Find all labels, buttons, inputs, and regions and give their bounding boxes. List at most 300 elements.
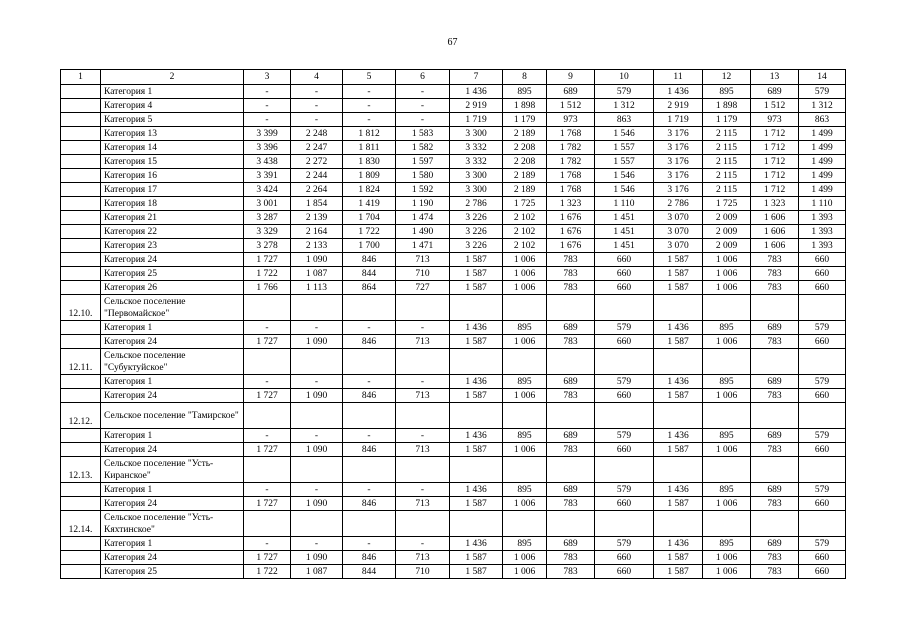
value-cell: 1 471 <box>396 239 450 253</box>
value-cell: 579 <box>799 483 846 497</box>
section-number-cell: 12.12. <box>61 403 101 429</box>
value-cell: 973 <box>547 113 595 127</box>
value-cell: - <box>291 321 343 335</box>
category-name-cell: Категория 23 <box>101 239 244 253</box>
section-number-cell <box>61 267 101 281</box>
value-cell: 660 <box>595 551 654 565</box>
value-cell: 783 <box>547 253 595 267</box>
value-cell: 1 393 <box>799 225 846 239</box>
section-number-cell <box>61 483 101 497</box>
value-cell: 1 587 <box>654 281 703 295</box>
value-cell: 2 164 <box>291 225 343 239</box>
column-header: 9 <box>547 70 595 85</box>
value-cell: 1 830 <box>343 155 396 169</box>
value-cell: 1 557 <box>595 141 654 155</box>
value-cell: 3 300 <box>450 127 503 141</box>
category-name-cell: Категория 24 <box>101 335 244 349</box>
section-number-cell: 12.10. <box>61 295 101 321</box>
value-cell: 713 <box>396 253 450 267</box>
value-cell: 579 <box>595 375 654 389</box>
value-cell: 1 587 <box>654 565 703 579</box>
value-cell: 1 474 <box>396 211 450 225</box>
value-cell: 2 248 <box>291 127 343 141</box>
value-cell: - <box>396 321 450 335</box>
value-cell: 1 006 <box>503 267 547 281</box>
category-name-cell: Категория 1 <box>101 537 244 551</box>
value-cell: 1 436 <box>654 321 703 335</box>
value-cell: 3 300 <box>450 169 503 183</box>
value-cell: 1 719 <box>654 113 703 127</box>
value-cell: - <box>396 99 450 113</box>
value-cell: 689 <box>751 375 799 389</box>
section-number-cell: 12.13. <box>61 457 101 483</box>
value-cell: 1 606 <box>751 225 799 239</box>
column-header: 3 <box>244 70 291 85</box>
value-cell <box>751 457 799 483</box>
column-header: 7 <box>450 70 503 85</box>
value-cell: 1 676 <box>547 239 595 253</box>
value-cell: 1 451 <box>595 211 654 225</box>
value-cell: 660 <box>595 443 654 457</box>
section-number-cell <box>61 155 101 169</box>
value-cell: 1 898 <box>703 99 751 113</box>
value-cell: 1 393 <box>799 211 846 225</box>
value-cell: 783 <box>547 389 595 403</box>
value-cell: 1 587 <box>450 565 503 579</box>
table-row <box>61 267 846 281</box>
value-cell: 1 087 <box>291 267 343 281</box>
section-number-cell <box>61 537 101 551</box>
value-cell: 1 006 <box>703 267 751 281</box>
value-cell: 1 824 <box>343 183 396 197</box>
value-cell: 1 006 <box>503 497 547 511</box>
category-name-cell: Категория 13 <box>101 127 244 141</box>
value-cell: 3 176 <box>654 183 703 197</box>
value-cell: 1 090 <box>291 497 343 511</box>
value-cell <box>244 295 291 321</box>
value-cell <box>343 349 396 375</box>
value-cell: 1 090 <box>291 551 343 565</box>
value-cell: 895 <box>503 321 547 335</box>
column-header: 11 <box>654 70 703 85</box>
value-cell: 1 727 <box>244 389 291 403</box>
category-name-cell: Категория 16 <box>101 169 244 183</box>
value-cell: 783 <box>547 267 595 281</box>
column-header: 14 <box>799 70 846 85</box>
value-cell: 660 <box>799 565 846 579</box>
category-name-cell: Категория 4 <box>101 99 244 113</box>
value-cell: 1 499 <box>799 155 846 169</box>
value-cell: 1 090 <box>291 253 343 267</box>
value-cell: 579 <box>595 429 654 443</box>
table-body <box>61 85 846 579</box>
value-cell: 660 <box>595 253 654 267</box>
value-cell: 1 312 <box>595 99 654 113</box>
value-cell <box>654 457 703 483</box>
value-cell: - <box>291 429 343 443</box>
category-name-cell: Категория 1 <box>101 483 244 497</box>
value-cell: 660 <box>799 335 846 349</box>
settlement-header-row <box>61 403 846 429</box>
settlement-name-cell: Сельское поселение "Усть-Кяхтинское" <box>101 511 244 537</box>
settlement-name-cell: Сельское поселение "Тамирское" <box>101 403 244 429</box>
value-cell <box>343 457 396 483</box>
value-cell: 895 <box>703 321 751 335</box>
value-cell: 3 176 <box>654 141 703 155</box>
value-cell: 2 189 <box>503 169 547 183</box>
value-cell: - <box>291 375 343 389</box>
category-name-cell: Категория 21 <box>101 211 244 225</box>
section-number-cell <box>61 127 101 141</box>
category-name-cell: Категория 14 <box>101 141 244 155</box>
value-cell: 710 <box>396 267 450 281</box>
value-cell <box>703 403 751 429</box>
value-cell: - <box>244 537 291 551</box>
value-cell: - <box>291 113 343 127</box>
value-cell: 3 396 <box>244 141 291 155</box>
section-number-cell <box>61 225 101 239</box>
value-cell: 1 006 <box>503 551 547 565</box>
value-cell: 3 226 <box>450 239 503 253</box>
value-cell: 1 499 <box>799 169 846 183</box>
value-cell <box>751 295 799 321</box>
value-cell: 2 115 <box>703 141 751 155</box>
category-name-cell: Категория 24 <box>101 551 244 565</box>
value-cell: 689 <box>547 375 595 389</box>
value-cell: 1 006 <box>703 443 751 457</box>
column-header: 8 <box>503 70 547 85</box>
value-cell <box>799 349 846 375</box>
value-cell: 783 <box>751 443 799 457</box>
value-cell: 1 782 <box>547 141 595 155</box>
value-cell: 1 006 <box>503 443 547 457</box>
value-cell: 660 <box>595 389 654 403</box>
value-cell: 1 006 <box>703 253 751 267</box>
value-cell: 1 436 <box>654 483 703 497</box>
value-cell: 1 587 <box>654 443 703 457</box>
value-cell: 1 006 <box>703 335 751 349</box>
value-cell: 1 676 <box>547 225 595 239</box>
section-number-cell <box>61 375 101 389</box>
settlement-name-cell: Сельское поселение "Первомайское" <box>101 295 244 321</box>
value-cell: 713 <box>396 551 450 565</box>
value-cell: 783 <box>751 253 799 267</box>
value-cell: 713 <box>396 443 450 457</box>
value-cell <box>654 511 703 537</box>
category-name-cell: Категория 18 <box>101 197 244 211</box>
value-cell: 2 133 <box>291 239 343 253</box>
value-cell: 2 786 <box>450 197 503 211</box>
table-row <box>61 565 846 579</box>
value-cell: 1 712 <box>751 127 799 141</box>
value-cell: 579 <box>799 429 846 443</box>
value-cell: 689 <box>547 321 595 335</box>
value-cell: 1 587 <box>450 281 503 295</box>
value-cell: 1 597 <box>396 155 450 169</box>
value-cell: 1 854 <box>291 197 343 211</box>
settlement-name-cell: Сельское поселение "Субуктуйское" <box>101 349 244 375</box>
value-cell: 1 087 <box>291 565 343 579</box>
value-cell: 1 811 <box>343 141 396 155</box>
value-cell: 783 <box>751 551 799 565</box>
value-cell <box>503 457 547 483</box>
value-cell: 1 436 <box>654 85 703 99</box>
value-cell <box>503 403 547 429</box>
section-number-cell: 12.14. <box>61 511 101 537</box>
table-row <box>61 537 846 551</box>
value-cell: - <box>396 113 450 127</box>
value-cell: - <box>291 85 343 99</box>
value-cell <box>595 349 654 375</box>
value-cell: 1 323 <box>547 197 595 211</box>
value-cell: 1 190 <box>396 197 450 211</box>
value-cell: 1 768 <box>547 127 595 141</box>
value-cell: 1 436 <box>450 85 503 99</box>
value-cell: 2 115 <box>703 169 751 183</box>
value-cell: 2 115 <box>703 155 751 169</box>
value-cell: 1 727 <box>244 253 291 267</box>
page-number: 67 <box>447 37 458 48</box>
value-cell: - <box>396 375 450 389</box>
value-cell: - <box>343 375 396 389</box>
section-number-cell <box>61 281 101 295</box>
value-cell: - <box>396 85 450 99</box>
value-cell: 1 768 <box>547 183 595 197</box>
value-cell <box>450 511 503 537</box>
value-cell: 3 070 <box>654 225 703 239</box>
value-cell <box>396 403 450 429</box>
value-cell <box>751 403 799 429</box>
value-cell <box>503 295 547 321</box>
value-cell: 1 725 <box>503 197 547 211</box>
value-cell: 1 090 <box>291 335 343 349</box>
value-cell: 1 587 <box>450 551 503 565</box>
value-cell: 689 <box>751 429 799 443</box>
settlement-header-row <box>61 511 846 537</box>
value-cell <box>799 403 846 429</box>
table-row <box>61 169 846 183</box>
value-cell: 579 <box>595 537 654 551</box>
value-cell: 783 <box>751 281 799 295</box>
table-row <box>61 335 846 349</box>
section-number-cell <box>61 169 101 183</box>
value-cell: 660 <box>799 389 846 403</box>
value-cell: 1 587 <box>654 497 703 511</box>
value-cell: 1 676 <box>547 211 595 225</box>
section-number-cell <box>61 429 101 443</box>
value-cell: 1 006 <box>703 497 751 511</box>
value-cell: 689 <box>751 483 799 497</box>
table-row <box>61 483 846 497</box>
value-cell: 579 <box>595 85 654 99</box>
value-cell: 3 332 <box>450 155 503 169</box>
column-header: 1 <box>61 70 101 85</box>
value-cell: 660 <box>799 253 846 267</box>
value-cell: 1 436 <box>450 537 503 551</box>
table-row <box>61 375 846 389</box>
table-row <box>61 85 846 99</box>
table-row <box>61 239 846 253</box>
section-number-cell <box>61 321 101 335</box>
value-cell <box>244 457 291 483</box>
column-header: 6 <box>396 70 450 85</box>
value-cell: 1 812 <box>343 127 396 141</box>
value-cell: 783 <box>751 565 799 579</box>
value-cell: 1 809 <box>343 169 396 183</box>
value-cell: - <box>396 429 450 443</box>
value-cell: 689 <box>751 85 799 99</box>
value-cell: 1 419 <box>343 197 396 211</box>
value-cell: 1 727 <box>244 551 291 565</box>
value-cell: 2 247 <box>291 141 343 155</box>
value-cell: 713 <box>396 497 450 511</box>
value-cell: - <box>244 483 291 497</box>
table-row <box>61 281 846 295</box>
category-name-cell: Категория 1 <box>101 85 244 99</box>
value-cell: 1 587 <box>654 335 703 349</box>
value-cell: 1 722 <box>244 267 291 281</box>
value-cell <box>547 457 595 483</box>
value-cell <box>799 295 846 321</box>
value-cell: 1 110 <box>799 197 846 211</box>
table-row <box>61 253 846 267</box>
value-cell <box>291 349 343 375</box>
value-cell: 3 070 <box>654 211 703 225</box>
section-number-cell <box>61 565 101 579</box>
value-cell: 660 <box>595 267 654 281</box>
section-number-cell <box>61 85 101 99</box>
value-cell: 1 490 <box>396 225 450 239</box>
value-cell: 1 006 <box>503 253 547 267</box>
value-cell: 1 782 <box>547 155 595 169</box>
value-cell: 689 <box>751 537 799 551</box>
value-cell: 3 300 <box>450 183 503 197</box>
value-cell <box>503 349 547 375</box>
value-cell <box>799 457 846 483</box>
value-cell: 1 451 <box>595 225 654 239</box>
value-cell: 3 070 <box>654 239 703 253</box>
value-cell: 1 606 <box>751 211 799 225</box>
value-cell: 2 272 <box>291 155 343 169</box>
table-row <box>61 443 846 457</box>
value-cell: - <box>396 537 450 551</box>
table-row <box>61 141 846 155</box>
value-cell: 1 582 <box>396 141 450 155</box>
value-cell: 1 436 <box>450 321 503 335</box>
value-cell: 2 009 <box>703 225 751 239</box>
value-cell: 1 606 <box>751 239 799 253</box>
value-cell: 1 179 <box>503 113 547 127</box>
value-cell: 1 546 <box>595 127 654 141</box>
category-name-cell: Категория 15 <box>101 155 244 169</box>
value-cell: 1 722 <box>244 565 291 579</box>
value-cell <box>595 457 654 483</box>
value-cell: 1 110 <box>595 197 654 211</box>
value-cell: 1 499 <box>799 183 846 197</box>
column-number-row <box>61 70 846 85</box>
value-cell: 1 006 <box>503 281 547 295</box>
value-cell: 1 727 <box>244 335 291 349</box>
value-cell: 895 <box>703 375 751 389</box>
value-cell: 1 727 <box>244 497 291 511</box>
category-name-cell: Категория 25 <box>101 267 244 281</box>
value-cell: 1 436 <box>654 429 703 443</box>
value-cell <box>396 457 450 483</box>
value-cell: 863 <box>799 113 846 127</box>
category-name-cell: Категория 1 <box>101 321 244 335</box>
value-cell: 2 115 <box>703 127 751 141</box>
value-cell: 846 <box>343 443 396 457</box>
value-cell: 660 <box>799 497 846 511</box>
value-cell: 660 <box>595 565 654 579</box>
value-cell: 710 <box>396 565 450 579</box>
column-header: 10 <box>595 70 654 85</box>
value-cell: 1 587 <box>654 389 703 403</box>
value-cell <box>450 349 503 375</box>
value-cell: 2 208 <box>503 155 547 169</box>
value-cell: 1 512 <box>547 99 595 113</box>
table-row <box>61 183 846 197</box>
value-cell: 689 <box>751 321 799 335</box>
value-cell: 2 102 <box>503 211 547 225</box>
value-cell: 1 587 <box>450 389 503 403</box>
category-name-cell: Категория 24 <box>101 497 244 511</box>
value-cell: 579 <box>799 85 846 99</box>
value-cell: 2 919 <box>654 99 703 113</box>
value-cell: 1 436 <box>450 429 503 443</box>
value-cell: 689 <box>547 85 595 99</box>
value-cell: 1 719 <box>450 113 503 127</box>
section-number-cell <box>61 183 101 197</box>
value-cell: 1 766 <box>244 281 291 295</box>
value-cell: 2 919 <box>450 99 503 113</box>
value-cell: 713 <box>396 389 450 403</box>
value-cell <box>343 511 396 537</box>
value-cell <box>751 349 799 375</box>
value-cell: 1 768 <box>547 169 595 183</box>
value-cell: 1 512 <box>751 99 799 113</box>
value-cell: 895 <box>503 375 547 389</box>
column-header: 2 <box>101 70 244 85</box>
category-name-cell: Категория 26 <box>101 281 244 295</box>
value-cell: 846 <box>343 389 396 403</box>
table-row <box>61 429 846 443</box>
category-name-cell: Категория 24 <box>101 443 244 457</box>
value-cell: 713 <box>396 335 450 349</box>
value-cell: 660 <box>799 281 846 295</box>
value-cell: 2 264 <box>291 183 343 197</box>
value-cell: 1 451 <box>595 239 654 253</box>
value-cell: 1 712 <box>751 141 799 155</box>
section-number-cell <box>61 99 101 113</box>
value-cell <box>703 457 751 483</box>
section-number-cell <box>61 335 101 349</box>
column-header: 4 <box>291 70 343 85</box>
category-name-cell: Категория 25 <box>101 565 244 579</box>
value-cell: 1 700 <box>343 239 396 253</box>
value-cell: - <box>244 375 291 389</box>
value-cell: 2 208 <box>503 141 547 155</box>
value-cell <box>547 349 595 375</box>
value-cell: 844 <box>343 267 396 281</box>
value-cell: 1 546 <box>595 169 654 183</box>
value-cell: 1 312 <box>799 99 846 113</box>
value-cell: 1 725 <box>703 197 751 211</box>
value-cell: 1 006 <box>703 551 751 565</box>
section-number-cell <box>61 497 101 511</box>
section-number-cell <box>61 239 101 253</box>
value-cell <box>396 511 450 537</box>
